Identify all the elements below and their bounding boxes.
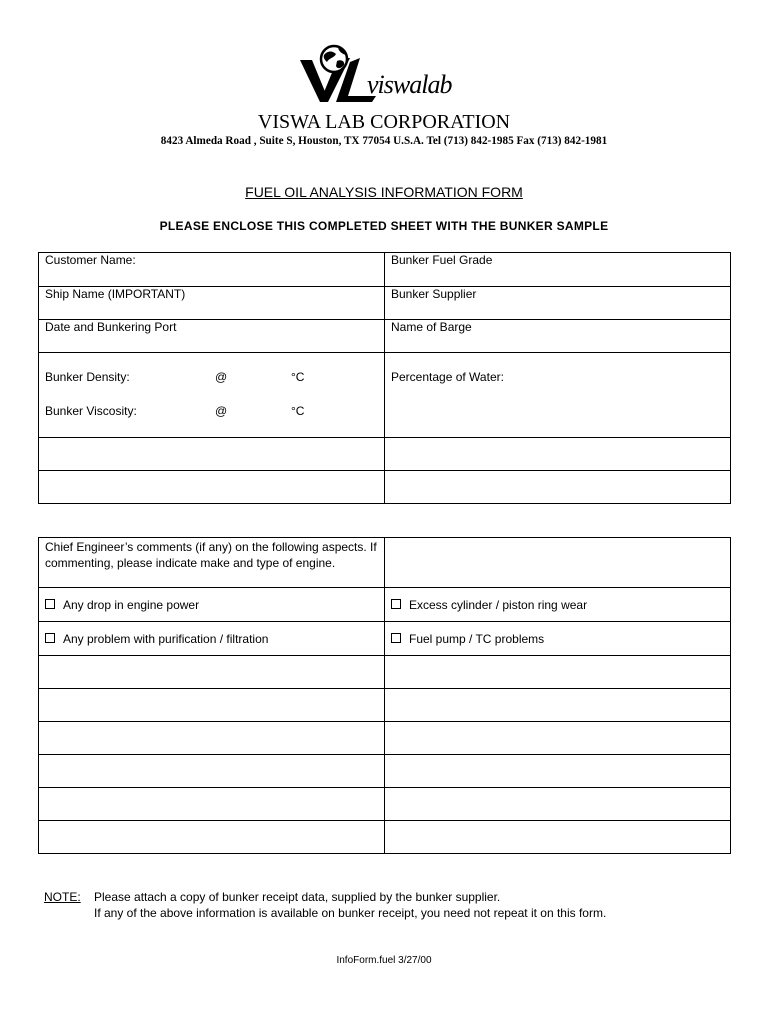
note-text-2: If any of the above information is available on bunker receipt, you need not repeat it on this form. <box>94 906 607 920</box>
water-percentage-field[interactable] <box>385 353 731 438</box>
blank-cell[interactable] <box>385 755 731 788</box>
bunker-supplier-label: Bunker Supplier <box>391 287 477 301</box>
form-title: FUEL OIL ANALYSIS INFORMATION FORM <box>245 184 523 200</box>
comments-prompt: Chief Engineer’s comments (if any) on the following aspects. If commenting, please indicate make and type of engine. <box>45 540 377 570</box>
form-instruction: PLEASE ENCLOSE THIS COMPLETED SHEET WITH THE BUNKER SAMPLE <box>159 219 609 233</box>
viscosity-at-symbol: @ <box>215 404 228 418</box>
power-drop-item[interactable] <box>39 588 385 622</box>
note-line-1 <box>44 889 606 905</box>
engineer-comments-table <box>38 537 731 854</box>
ship-name-label: Ship Name (IMPORTANT) <box>45 287 186 301</box>
blank-cell[interactable] <box>385 689 731 722</box>
checkbox-icon[interactable] <box>391 633 401 643</box>
table-row <box>39 320 731 353</box>
cylinder-wear-label: Excess cylinder / piston ring wear <box>409 597 588 612</box>
table-row <box>39 689 731 722</box>
water-percentage-label: Percentage of Water: <box>391 370 504 384</box>
company-name: VISWA LAB CORPORATION <box>257 111 511 133</box>
purification-label: Any problem with purification / filtration <box>63 631 269 646</box>
logo-wordmark: viswalab <box>367 70 452 99</box>
fuel-pump-item[interactable] <box>385 622 731 656</box>
blank-cell[interactable] <box>385 656 731 689</box>
blank-cell[interactable] <box>39 438 385 471</box>
table-row <box>39 821 731 854</box>
density-degree-unit: °C <box>291 370 305 384</box>
note-line-2 <box>44 905 606 921</box>
table-row <box>39 253 731 287</box>
blank-cell[interactable] <box>385 438 731 471</box>
note-block <box>44 889 606 921</box>
comments-prompt-cell <box>39 538 385 588</box>
customer-name-label: Customer Name: <box>45 253 136 267</box>
blank-cell[interactable] <box>39 722 385 755</box>
density-line <box>45 370 378 384</box>
barge-name-field[interactable] <box>385 320 731 353</box>
density-viscosity-field[interactable] <box>39 353 385 438</box>
blank-cell[interactable] <box>39 821 385 854</box>
blank-cell[interactable] <box>385 722 731 755</box>
table-row <box>39 353 731 438</box>
table-row <box>39 588 731 622</box>
blank-cell[interactable] <box>385 471 731 504</box>
table-row <box>39 287 731 320</box>
power-drop-label: Any drop in engine power <box>63 597 200 612</box>
bunker-info-table <box>38 252 731 504</box>
date-port-label: Date and Bunkering Port <box>45 320 177 334</box>
table-row <box>39 656 731 689</box>
table-row <box>39 722 731 755</box>
checkbox-icon[interactable] <box>45 633 55 643</box>
table-row <box>39 622 731 656</box>
table-row <box>39 755 731 788</box>
table-row <box>39 538 731 588</box>
checkbox-icon[interactable] <box>391 599 401 609</box>
blank-cell[interactable] <box>385 821 731 854</box>
purification-item[interactable] <box>39 622 385 656</box>
table-row <box>39 788 731 821</box>
table-row <box>39 438 731 471</box>
note-label: NOTE: <box>44 890 81 904</box>
cylinder-wear-item[interactable] <box>385 588 731 622</box>
date-port-field[interactable] <box>39 320 385 353</box>
bunker-fuel-grade-label: Bunker Fuel Grade <box>391 253 493 267</box>
fuel-pump-label: Fuel pump / TC problems <box>409 631 545 646</box>
density-label: Bunker Density: <box>45 370 130 384</box>
viscosity-label: Bunker Viscosity: <box>45 404 137 418</box>
blank-cell[interactable] <box>39 689 385 722</box>
customer-name-field[interactable] <box>39 253 385 287</box>
bunker-supplier-field[interactable] <box>385 287 731 320</box>
company-address: 8423 Almeda Road , Suite S, Houston, TX 77054 U.S.A. Tel (713) 842-1985 Fax (713) 842-1981 <box>160 135 608 147</box>
table-row <box>39 471 731 504</box>
blank-cell[interactable] <box>39 788 385 821</box>
density-at-symbol: @ <box>215 370 228 384</box>
bunker-fuel-grade-field[interactable] <box>385 253 731 287</box>
viswalab-logo <box>298 44 458 106</box>
blank-cell[interactable] <box>39 755 385 788</box>
viscosity-degree-unit: °C <box>291 404 305 418</box>
viscosity-line <box>45 404 378 418</box>
blank-cell[interactable] <box>385 788 731 821</box>
comments-field[interactable] <box>385 538 731 588</box>
note-text-1: Please attach a copy of bunker receipt data, supplied by the bunker supplier. <box>94 890 501 904</box>
barge-name-label: Name of Barge <box>391 320 472 334</box>
ship-name-field[interactable] <box>39 287 385 320</box>
blank-cell[interactable] <box>39 656 385 689</box>
blank-cell[interactable] <box>39 471 385 504</box>
checkbox-icon[interactable] <box>45 599 55 609</box>
document-footer: InfoForm.fuel 3/27/00 <box>336 955 432 966</box>
